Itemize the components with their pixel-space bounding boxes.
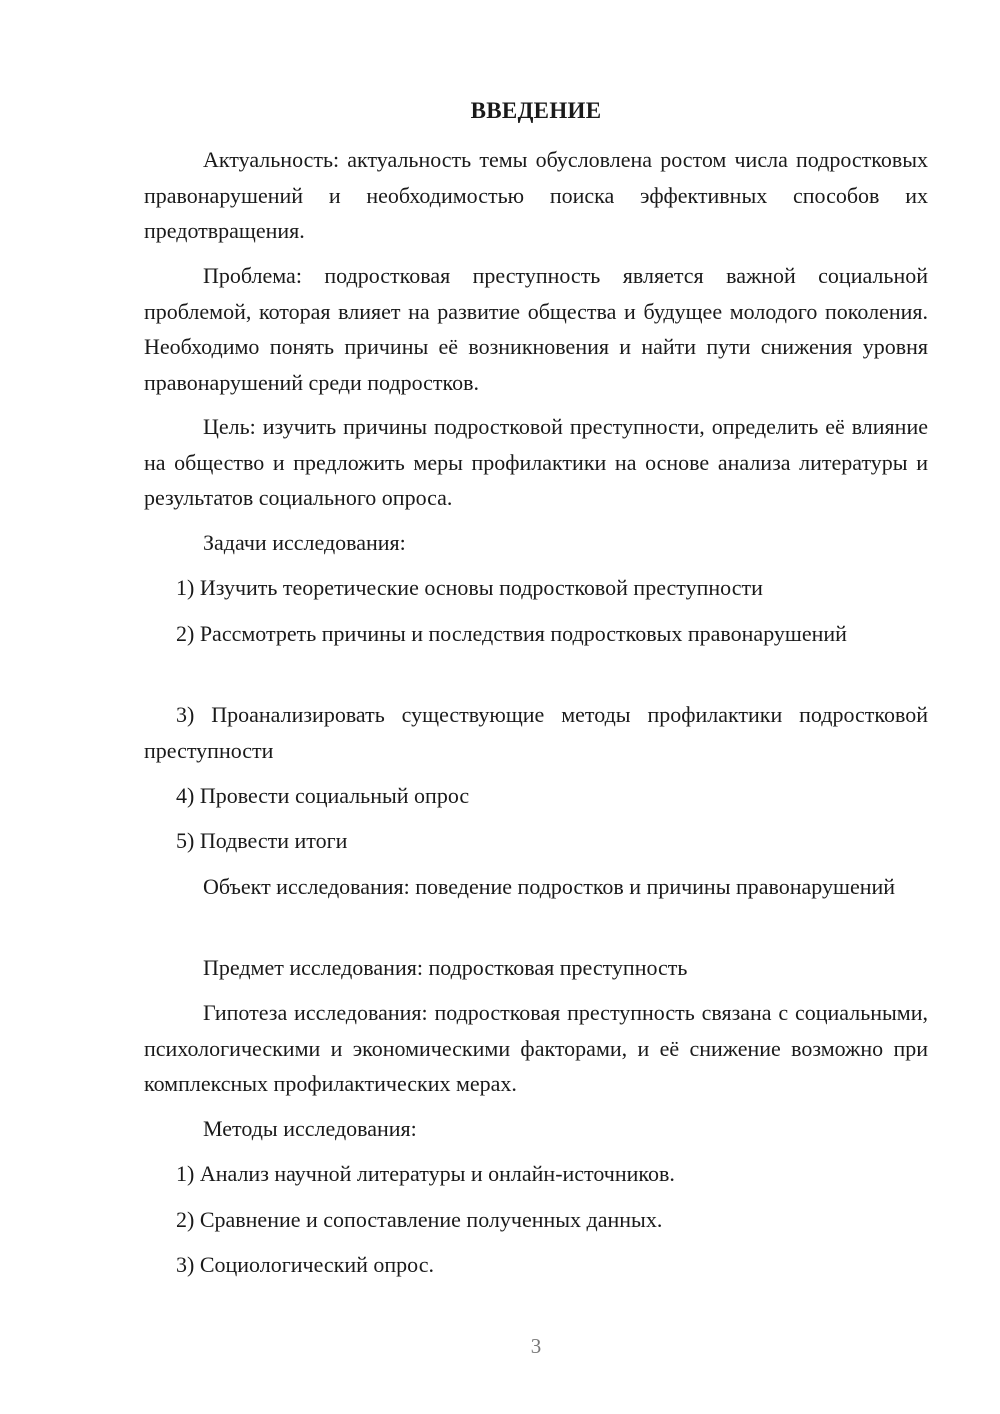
method-item: 2) Сравнение и сопоставление полученных данных. bbox=[176, 1207, 663, 1232]
method-item: 1) Анализ научной литературы и онлайн-источников. bbox=[176, 1161, 675, 1186]
task-item: 5) Подвести итоги bbox=[176, 828, 348, 853]
method-item: 3) Социологический опрос. bbox=[176, 1252, 434, 1277]
task-item: 3) Проанализировать существующие методы профилактики подростковой преступности bbox=[144, 702, 928, 763]
paragraph-hypothesis: Гипотеза исследования: подростковая преступность связана с социальными, психологическими и экономическими факторами, и её снижение возможно при комплексных профилактических мерах. bbox=[144, 1000, 928, 1096]
paragraph-object: Объект исследования: поведение подростков и причины правонарушений bbox=[203, 874, 896, 899]
task-item: 2) Рассмотреть причины и последствия подростковых правонарушений bbox=[176, 621, 847, 646]
tasks-title: Задачи исследования: bbox=[203, 530, 406, 555]
task-item: 1) Изучить теоретические основы подростковой преступности bbox=[176, 575, 763, 600]
paragraph-goal: Цель: изучить причины подростковой преступности, определить её влияние на общество и предложить меры профилактики на основе анализа литературы и результатов социального опроса. bbox=[144, 414, 928, 510]
methods-title: Методы исследования: bbox=[203, 1116, 417, 1141]
page-number: 3 bbox=[530, 1334, 542, 1358]
section-heading: ВВЕДЕНИЕ bbox=[470, 98, 602, 123]
paragraph-relevance: Актуальность: актуальность темы обусловлена ростом числа подростковых правонарушений и необходимостью поиска эффективных способов их предотвращения. bbox=[144, 147, 928, 243]
paragraph-problem: Проблема: подростковая преступность является важной социальной проблемой, которая влияет на развитие общества и будущее молодого поколения. Необходимо понять причины её возникновения и найти пути снижения уровня правонарушений среди подростков. bbox=[144, 263, 928, 395]
paragraph-subject: Предмет исследования: подростковая преступность bbox=[203, 955, 688, 980]
task-item: 4) Провести социальный опрос bbox=[176, 783, 470, 808]
